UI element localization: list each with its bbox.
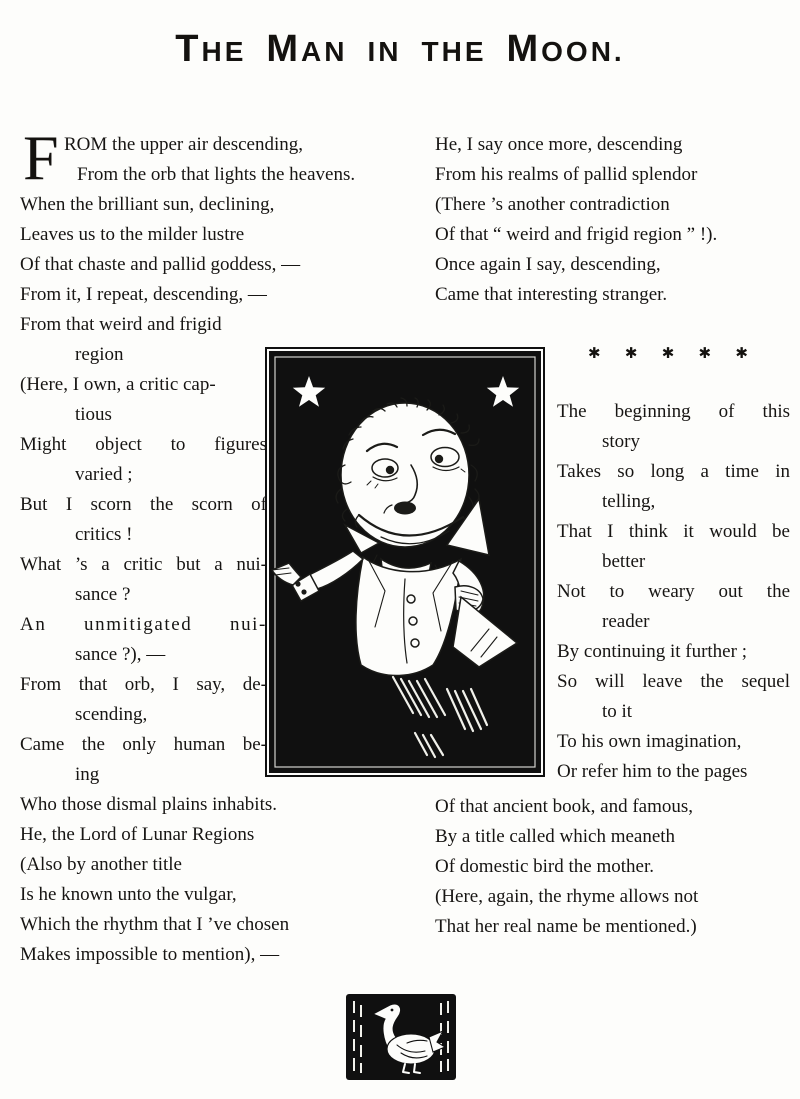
asterisk-icon: ✱ [624, 346, 638, 362]
swan-tailpiece-illustration [345, 993, 457, 1081]
poem-line: varied ; [75, 464, 133, 485]
poem-line: scending, [75, 704, 148, 725]
poem-line: By continuing it further ; [557, 641, 747, 662]
poem-line: Not to weary out the [557, 581, 790, 602]
poem-line: What ’s a critic but a nui- [20, 554, 267, 575]
poem-line: reader [602, 611, 650, 632]
poem-line: better [602, 551, 646, 572]
poem-line: That I think it would be [557, 521, 790, 542]
poem-line: sance ? [75, 584, 131, 605]
poem-line: tious [75, 404, 112, 425]
poem-line: Of that ancient book, and famous, [435, 796, 694, 817]
page-title-word: MAN [266, 28, 348, 70]
poem-line: From the orb that lights the heavens. [77, 164, 356, 185]
page-title-word: THE [175, 28, 247, 70]
man-in-the-moon-illustration [265, 347, 545, 777]
poem-line: Leaves us to the milder lustre [20, 224, 245, 245]
poem-line: telling, [602, 491, 656, 512]
poem-line: So will leave the sequel [557, 671, 790, 692]
poem-column-right-bottom [435, 792, 790, 942]
page-title [0, 28, 800, 71]
poem-line: ing [75, 764, 100, 785]
poem-line: Might object to figures [20, 434, 267, 455]
poem-line: (Here, again, the rhyme allows not [435, 886, 699, 907]
poem-line: When the brilliant sun, declining, [20, 194, 275, 215]
poem-line: Which the rhythm that I ’ve chosen [20, 914, 290, 935]
page-title-word: THE [421, 36, 487, 67]
poem-column-right-middle [557, 397, 790, 787]
poem-line: Of that chaste and pallid goddess, — [20, 254, 301, 275]
poem-line: To his own imagination, [557, 731, 742, 752]
poem-line: Is he known unto the vulgar, [20, 884, 237, 905]
poem-line: (Here, I own, a critic cap- [20, 374, 216, 395]
poem-line: ROM the upper air descending, [64, 134, 304, 155]
poem-line: An unmitigated nui- [20, 614, 267, 635]
poem-line: From that weird and frigid [20, 314, 222, 335]
drop-cap: F [23, 122, 59, 193]
poem-line: From that orb, I say, de- [20, 674, 267, 695]
asterisk-icon: ✱ [735, 346, 748, 362]
poem-line: story [602, 431, 640, 452]
asterisk-icon: ✱ [661, 346, 675, 362]
poem-line: Of that “ weird and frigid region ” !). [435, 224, 718, 245]
asterisk-icon: ✱ [698, 346, 712, 362]
poem-line: (There ’s another contradiction [435, 194, 670, 215]
page-title-word: MOON. [506, 28, 625, 70]
poem-line: That her real name be mentioned.) [435, 916, 697, 937]
poem-line: He, I say once more, descending [435, 134, 683, 155]
asterisk-separator [588, 344, 748, 363]
poem-line: Makes impossible to mention), — [20, 944, 280, 965]
poem-column-right-top [435, 130, 780, 310]
poem-line: Or refer him to the pages [557, 761, 748, 782]
poem-line: region [75, 344, 124, 365]
poem-line: Came that interesting stranger. [435, 284, 668, 305]
poem-line: Once again I say, descending, [435, 254, 661, 275]
poem-line: By a title called which meaneth [435, 826, 676, 847]
poem-line: to it [602, 701, 633, 722]
poem-line: Who those dismal plains inhabits. [20, 794, 278, 815]
poem-line: From it, I repeat, descending, — [20, 284, 267, 305]
poem-line: From his realms of pallid splendor [435, 164, 698, 185]
asterisk-icon: ✱ [588, 346, 601, 362]
page-title-word: IN [367, 36, 402, 67]
poem-line: The beginning of this [557, 401, 790, 422]
poem-line: Of domestic bird the mother. [435, 856, 654, 877]
poem-line: (Also by another title [20, 854, 182, 875]
poem-line: Takes so long a time in [557, 461, 790, 482]
poem-line: He, the Lord of Lunar Regions [20, 824, 255, 845]
poem-line: But I scorn the scorn of [20, 494, 267, 515]
poem-line: Came the only human be- [20, 734, 267, 755]
poem-line: sance ?), — [75, 644, 166, 665]
poem-line: critics ! [75, 524, 133, 545]
